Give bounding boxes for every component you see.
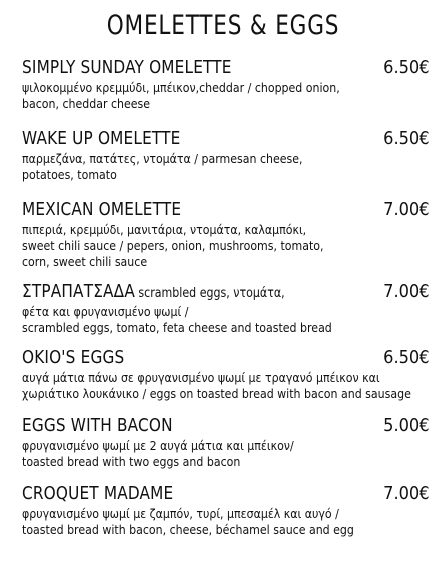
description-line: corn, sweet chili sauce: [22, 254, 148, 269]
menu-item: [22, 281, 432, 347]
description-line: bacon, cheddar cheese: [22, 96, 151, 111]
description-line: πιπεριά, κρεμμύδι, μανιτάρια, ντομάτα, καλαμπόκι,: [22, 222, 307, 237]
item-name: [22, 281, 285, 305]
item-description: [22, 438, 431, 470]
menu-item: [22, 199, 432, 281]
item-head: [22, 128, 432, 150]
item-head: [22, 199, 432, 221]
item-name: OKIO'S EGGS: [22, 347, 125, 368]
description-line: φρυγανισμένο ψωμί με ζαμπόν, τυρί, μπεσαμέλ και αυγό /: [22, 506, 339, 521]
menu-list: [22, 57, 432, 543]
item-price: 6.50€: [383, 57, 430, 78]
item-price: 6.50€: [383, 347, 430, 368]
item-price: 5.00€: [383, 415, 430, 436]
description-line: toasted bread with two eggs and bacon: [22, 454, 241, 469]
item-head: [22, 281, 432, 303]
menu-item: [22, 347, 432, 415]
description-line: φέτα και φρυγανισμένο ψωμί /: [22, 304, 189, 319]
description-line: scrambled eggs, tomato, feta cheese and toasted bread: [22, 320, 332, 335]
item-name: CROQUET MADAME: [22, 483, 174, 504]
description-line: potatoes, tomato: [22, 167, 117, 182]
description-line: sweet chili sauce / pepers, onion, mushrooms, tomato,: [22, 238, 324, 253]
menu-item: [22, 57, 432, 128]
item-name: EGGS WITH BACON: [22, 415, 173, 436]
item-head: [22, 415, 432, 437]
item-name: SIMPLY SUNDAY OMELETTE: [22, 57, 232, 78]
description-line: ψιλοκομμένο κρεμμύδι, μπέικον,cheddar / chopped onion,: [22, 80, 340, 95]
item-description: [22, 151, 431, 183]
item-description: [22, 370, 431, 402]
description-line: αυγά μάτια πάνω σε φρυγανισμένο ψωμί με τραγανό μπέικον και: [22, 370, 380, 385]
item-name: WAKE UP OMELETTE: [22, 128, 181, 149]
item-description: [22, 80, 431, 112]
item-name-main: ΣΤΡΑΠΑΤΣΑΔΑ: [22, 281, 135, 302]
item-name-suffix: scrambled eggs, ντομάτα,: [138, 286, 285, 301]
description-line: χωριάτικο λουκάνικο / eggs on toasted bread with bacon and sausage: [22, 386, 411, 401]
item-head: [22, 57, 432, 79]
description-line: παρμεζάνα, πατάτες, ντομάτα / parmesan cheese,: [22, 151, 303, 166]
page-title: OMELETTES & EGGS: [106, 10, 340, 41]
item-description: [22, 304, 431, 336]
item-price: 7.00€: [383, 281, 430, 302]
item-price: 7.00€: [383, 199, 430, 220]
item-head: [22, 347, 432, 369]
item-price: 6.50€: [383, 128, 430, 149]
item-description: [22, 506, 431, 538]
item-name: MEXICAN OMELETTE: [22, 199, 182, 220]
menu-item: [22, 483, 432, 543]
menu-item: [22, 128, 432, 199]
menu-item: [22, 415, 432, 483]
item-description: [22, 222, 431, 270]
item-price: 7.00€: [383, 483, 430, 504]
item-head: [22, 483, 432, 505]
description-line: toasted bread with bacon, cheese, béchamel sauce and egg: [22, 522, 354, 537]
description-line: φρυγανισμένο ψωμί με 2 αυγά μάτια και μπέικον/: [22, 438, 294, 453]
